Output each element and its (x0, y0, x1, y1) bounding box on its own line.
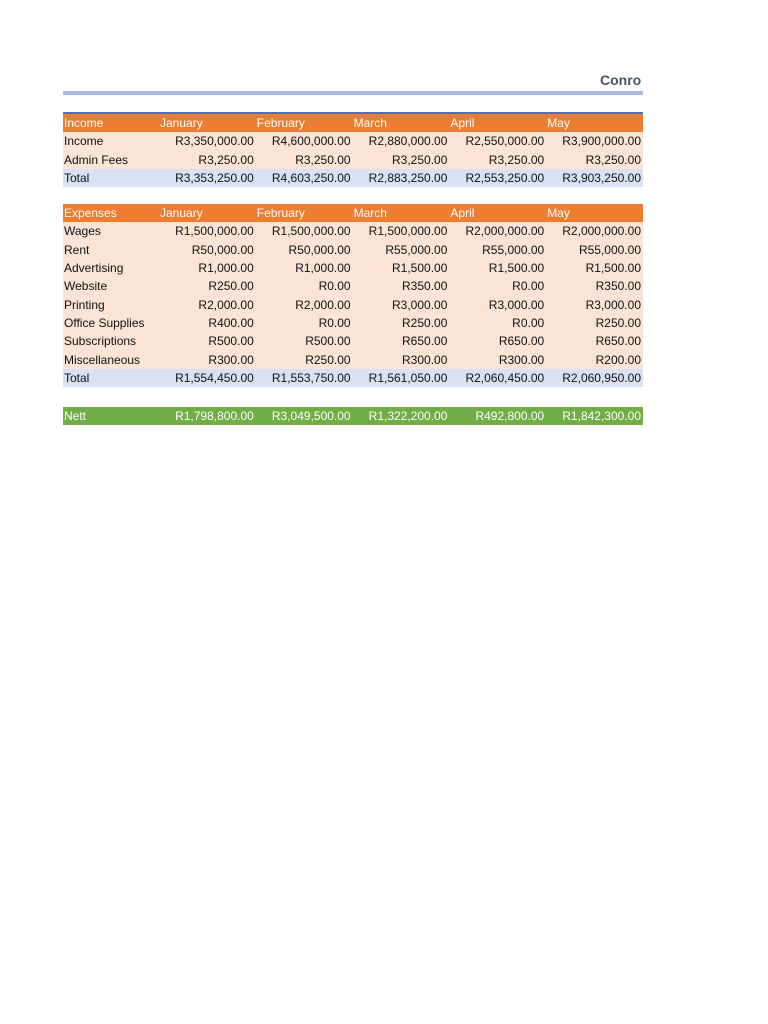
cell-value[interactable]: R1,500.00 (353, 259, 450, 277)
month-header-february[interactable]: February (256, 204, 353, 222)
row-label[interactable]: Miscellaneous (63, 350, 159, 368)
cell-value[interactable]: R250.00 (159, 277, 256, 295)
cell-value[interactable]: R300.00 (159, 350, 256, 368)
cell-value[interactable]: R3,049,500.00 (256, 407, 353, 425)
cell-value[interactable]: R3,900,000.00 (546, 132, 643, 150)
cell-value[interactable]: R0.00 (256, 314, 353, 332)
expenses-row-printing (63, 295, 643, 313)
row-label[interactable]: Nett (63, 407, 159, 425)
expenses-row-miscellaneous (63, 350, 643, 368)
income-header-row (63, 113, 643, 132)
cell-value[interactable]: R1,500,000.00 (353, 222, 450, 240)
month-header-january[interactable]: January (159, 113, 256, 132)
cell-value[interactable]: R1,322,200.00 (353, 407, 450, 425)
cell-value[interactable]: R2,880,000.00 (353, 132, 450, 150)
cell-value[interactable]: R2,553,250.00 (449, 169, 546, 187)
cell-value[interactable]: R3,000.00 (546, 295, 643, 313)
row-label[interactable]: Rent (63, 241, 159, 259)
row-label[interactable]: Printing (63, 295, 159, 313)
row-label[interactable]: Income (63, 132, 159, 150)
cell-value[interactable]: R55,000.00 (353, 241, 450, 259)
income-section (63, 112, 643, 187)
row-label[interactable]: Subscriptions (63, 332, 159, 350)
cell-value[interactable]: R650.00 (546, 332, 643, 350)
cell-value[interactable]: R350.00 (353, 277, 450, 295)
expenses-section (63, 204, 643, 387)
cell-value[interactable]: R1,798,800.00 (159, 407, 256, 425)
cell-value[interactable]: R3,353,250.00 (159, 169, 256, 187)
cell-value[interactable]: R50,000.00 (256, 241, 353, 259)
cell-value[interactable]: R250.00 (353, 314, 450, 332)
cell-value[interactable]: R200.00 (546, 350, 643, 368)
cell-value[interactable]: R1,500.00 (546, 259, 643, 277)
row-label[interactable]: Website (63, 277, 159, 295)
nett-table (63, 407, 643, 425)
cell-value[interactable]: R50,000.00 (159, 241, 256, 259)
month-header-march[interactable]: March (353, 113, 450, 132)
income-row-admin-fees (63, 151, 643, 169)
cell-value[interactable]: R492,800.00 (449, 407, 546, 425)
cell-value[interactable]: R500.00 (256, 332, 353, 350)
cell-value[interactable]: R3,250.00 (449, 151, 546, 169)
cell-value[interactable]: R3,350,000.00 (159, 132, 256, 150)
month-header-january[interactable]: January (159, 204, 256, 222)
expenses-row-advertising (63, 259, 643, 277)
cell-value[interactable]: R2,883,250.00 (353, 169, 450, 187)
expenses-table (63, 204, 643, 387)
cell-value[interactable]: R2,000,000.00 (449, 222, 546, 240)
cell-value[interactable]: R1,500,000.00 (159, 222, 256, 240)
month-header-march[interactable]: March (353, 204, 450, 222)
cell-value[interactable]: R2,000,000.00 (546, 222, 643, 240)
cell-value[interactable]: R500.00 (159, 332, 256, 350)
expenses-row-website (63, 277, 643, 295)
month-header-may[interactable]: May (546, 204, 643, 222)
cell-value[interactable]: R3,000.00 (449, 295, 546, 313)
row-label[interactable]: Wages (63, 222, 159, 240)
cell-value[interactable]: R1,000.00 (256, 259, 353, 277)
row-label[interactable]: Office Supplies (63, 314, 159, 332)
sheet-title: Conro (600, 72, 642, 88)
cell-value[interactable]: R3,250.00 (159, 151, 256, 169)
expenses-total-row (63, 369, 643, 387)
cell-value[interactable]: R3,250.00 (353, 151, 450, 169)
title-underline (63, 91, 643, 95)
cell-value[interactable]: R55,000.00 (546, 241, 643, 259)
cell-value[interactable]: R2,060,950.00 (546, 369, 643, 387)
income-row-income (63, 132, 643, 150)
expenses-row-wages (63, 222, 643, 240)
nett-section (63, 407, 643, 425)
row-label[interactable]: Total (63, 369, 159, 387)
row-label[interactable]: Advertising (63, 259, 159, 277)
cell-value[interactable]: R1,500.00 (449, 259, 546, 277)
cell-value[interactable]: R1,000.00 (159, 259, 256, 277)
month-header-february[interactable]: February (256, 113, 353, 132)
cell-value[interactable]: R250.00 (256, 350, 353, 368)
cell-value[interactable]: R650.00 (449, 332, 546, 350)
cell-value[interactable]: R2,550,000.00 (449, 132, 546, 150)
row-label[interactable]: Total (63, 169, 159, 187)
income-header-label[interactable]: Income (63, 113, 159, 132)
expenses-row-office-supplies (63, 314, 643, 332)
month-header-april[interactable]: April (449, 113, 546, 132)
cell-value[interactable]: R2,000.00 (159, 295, 256, 313)
cell-value[interactable]: R650.00 (353, 332, 450, 350)
expenses-header-label[interactable]: Expenses (63, 204, 159, 222)
expenses-row-subscriptions (63, 332, 643, 350)
cell-value[interactable]: R2,000.00 (256, 295, 353, 313)
cell-value[interactable]: R0.00 (449, 277, 546, 295)
expenses-row-rent (63, 241, 643, 259)
cell-value[interactable]: R1,842,300.00 (546, 407, 643, 425)
cell-value[interactable]: R250.00 (546, 314, 643, 332)
cell-value[interactable]: R300.00 (449, 350, 546, 368)
cell-value[interactable]: R3,903,250.00 (546, 169, 643, 187)
cell-value[interactable]: R0.00 (449, 314, 546, 332)
cell-value[interactable]: R1,554,450.00 (159, 369, 256, 387)
month-header-april[interactable]: April (449, 204, 546, 222)
cell-value[interactable]: R1,561,050.00 (353, 369, 450, 387)
cell-value[interactable]: R3,250.00 (256, 151, 353, 169)
income-table (63, 112, 643, 187)
cell-value[interactable]: R3,000.00 (353, 295, 450, 313)
cell-value[interactable]: R55,000.00 (449, 241, 546, 259)
cell-value[interactable]: R350.00 (546, 277, 643, 295)
cell-value[interactable]: R400.00 (159, 314, 256, 332)
cell-value[interactable]: R300.00 (353, 350, 450, 368)
cell-value[interactable]: R2,060,450.00 (449, 369, 546, 387)
income-total-row (63, 169, 643, 187)
month-header-may[interactable]: May (546, 113, 643, 132)
cell-value[interactable]: R1,500,000.00 (256, 222, 353, 240)
cell-value[interactable]: R1,553,750.00 (256, 369, 353, 387)
cell-value[interactable]: R4,600,000.00 (256, 132, 353, 150)
nett-row (63, 407, 643, 425)
row-label[interactable]: Admin Fees (63, 151, 159, 169)
cell-value[interactable]: R3,250.00 (546, 151, 643, 169)
cell-value[interactable]: R4,603,250.00 (256, 169, 353, 187)
expenses-header-row (63, 204, 643, 222)
cell-value[interactable]: R0.00 (256, 277, 353, 295)
